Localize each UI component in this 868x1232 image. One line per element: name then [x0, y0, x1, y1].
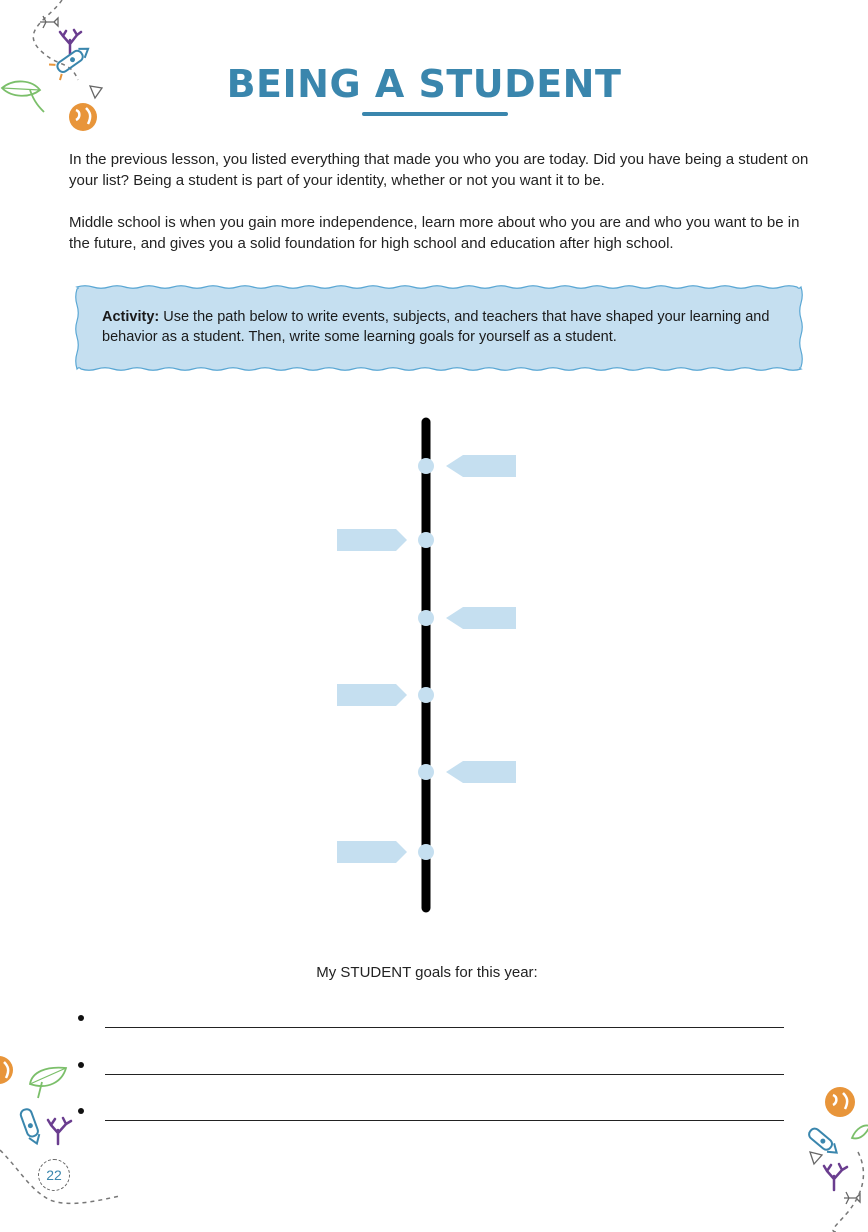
write-line [105, 1120, 784, 1121]
globe-icon [825, 1087, 855, 1117]
decoration-bottom-right [788, 1072, 868, 1232]
goal-line-1[interactable] [78, 1007, 784, 1031]
goal-line-2[interactable] [78, 1054, 784, 1078]
write-line [105, 1027, 784, 1028]
globe-icon [69, 103, 97, 131]
airplane-icon [844, 1192, 860, 1204]
timeline-marker-3 [418, 607, 516, 629]
page-title: BEING A STUDENT [226, 62, 622, 106]
page-number: 22 [38, 1159, 70, 1191]
activity-instructions [102, 307, 792, 347]
intro-paragraph-2: Middle school is when you gain more independence, learn more about who you are and who you want to be in the future, and gives you a solid foundation for high school and education after high school. [69, 214, 800, 252]
decoration-bottom-left [0, 1050, 130, 1230]
rocket-icon [19, 1108, 42, 1146]
coral-icon [48, 1118, 71, 1144]
intro-paragraph-1: In the previous lesson, you listed everything that made you who you are today. Did you have being a student on your list? Being a student is part of your identity, whether or not you want it to be. [69, 151, 809, 189]
globe-icon [0, 1056, 13, 1084]
airplane-icon [40, 16, 58, 28]
triangle-icon [810, 1152, 822, 1164]
student-path-timeline [330, 412, 530, 922]
timeline-marker-4 [337, 684, 434, 706]
coral-icon [824, 1164, 847, 1190]
bullet-icon [78, 1015, 84, 1021]
leaf-icon [30, 1068, 66, 1098]
leaf-icon [852, 1126, 868, 1139]
title-underline [362, 112, 508, 116]
activity-text: Use the path below to write events, subjects, and teachers that have shaped your learning and behavior as a student. Then, write some learning goals for yourself as a student. [102, 309, 770, 345]
timeline-marker-1 [418, 455, 516, 477]
activity-label: Activity: [102, 309, 160, 325]
timeline-marker-2 [337, 529, 434, 551]
timeline-marker-6 [337, 841, 434, 863]
goals-heading: My STUDENT goals for this year: [316, 964, 538, 981]
write-line [105, 1074, 784, 1075]
goal-line-3[interactable] [78, 1100, 784, 1124]
timeline-marker-5 [418, 761, 516, 783]
